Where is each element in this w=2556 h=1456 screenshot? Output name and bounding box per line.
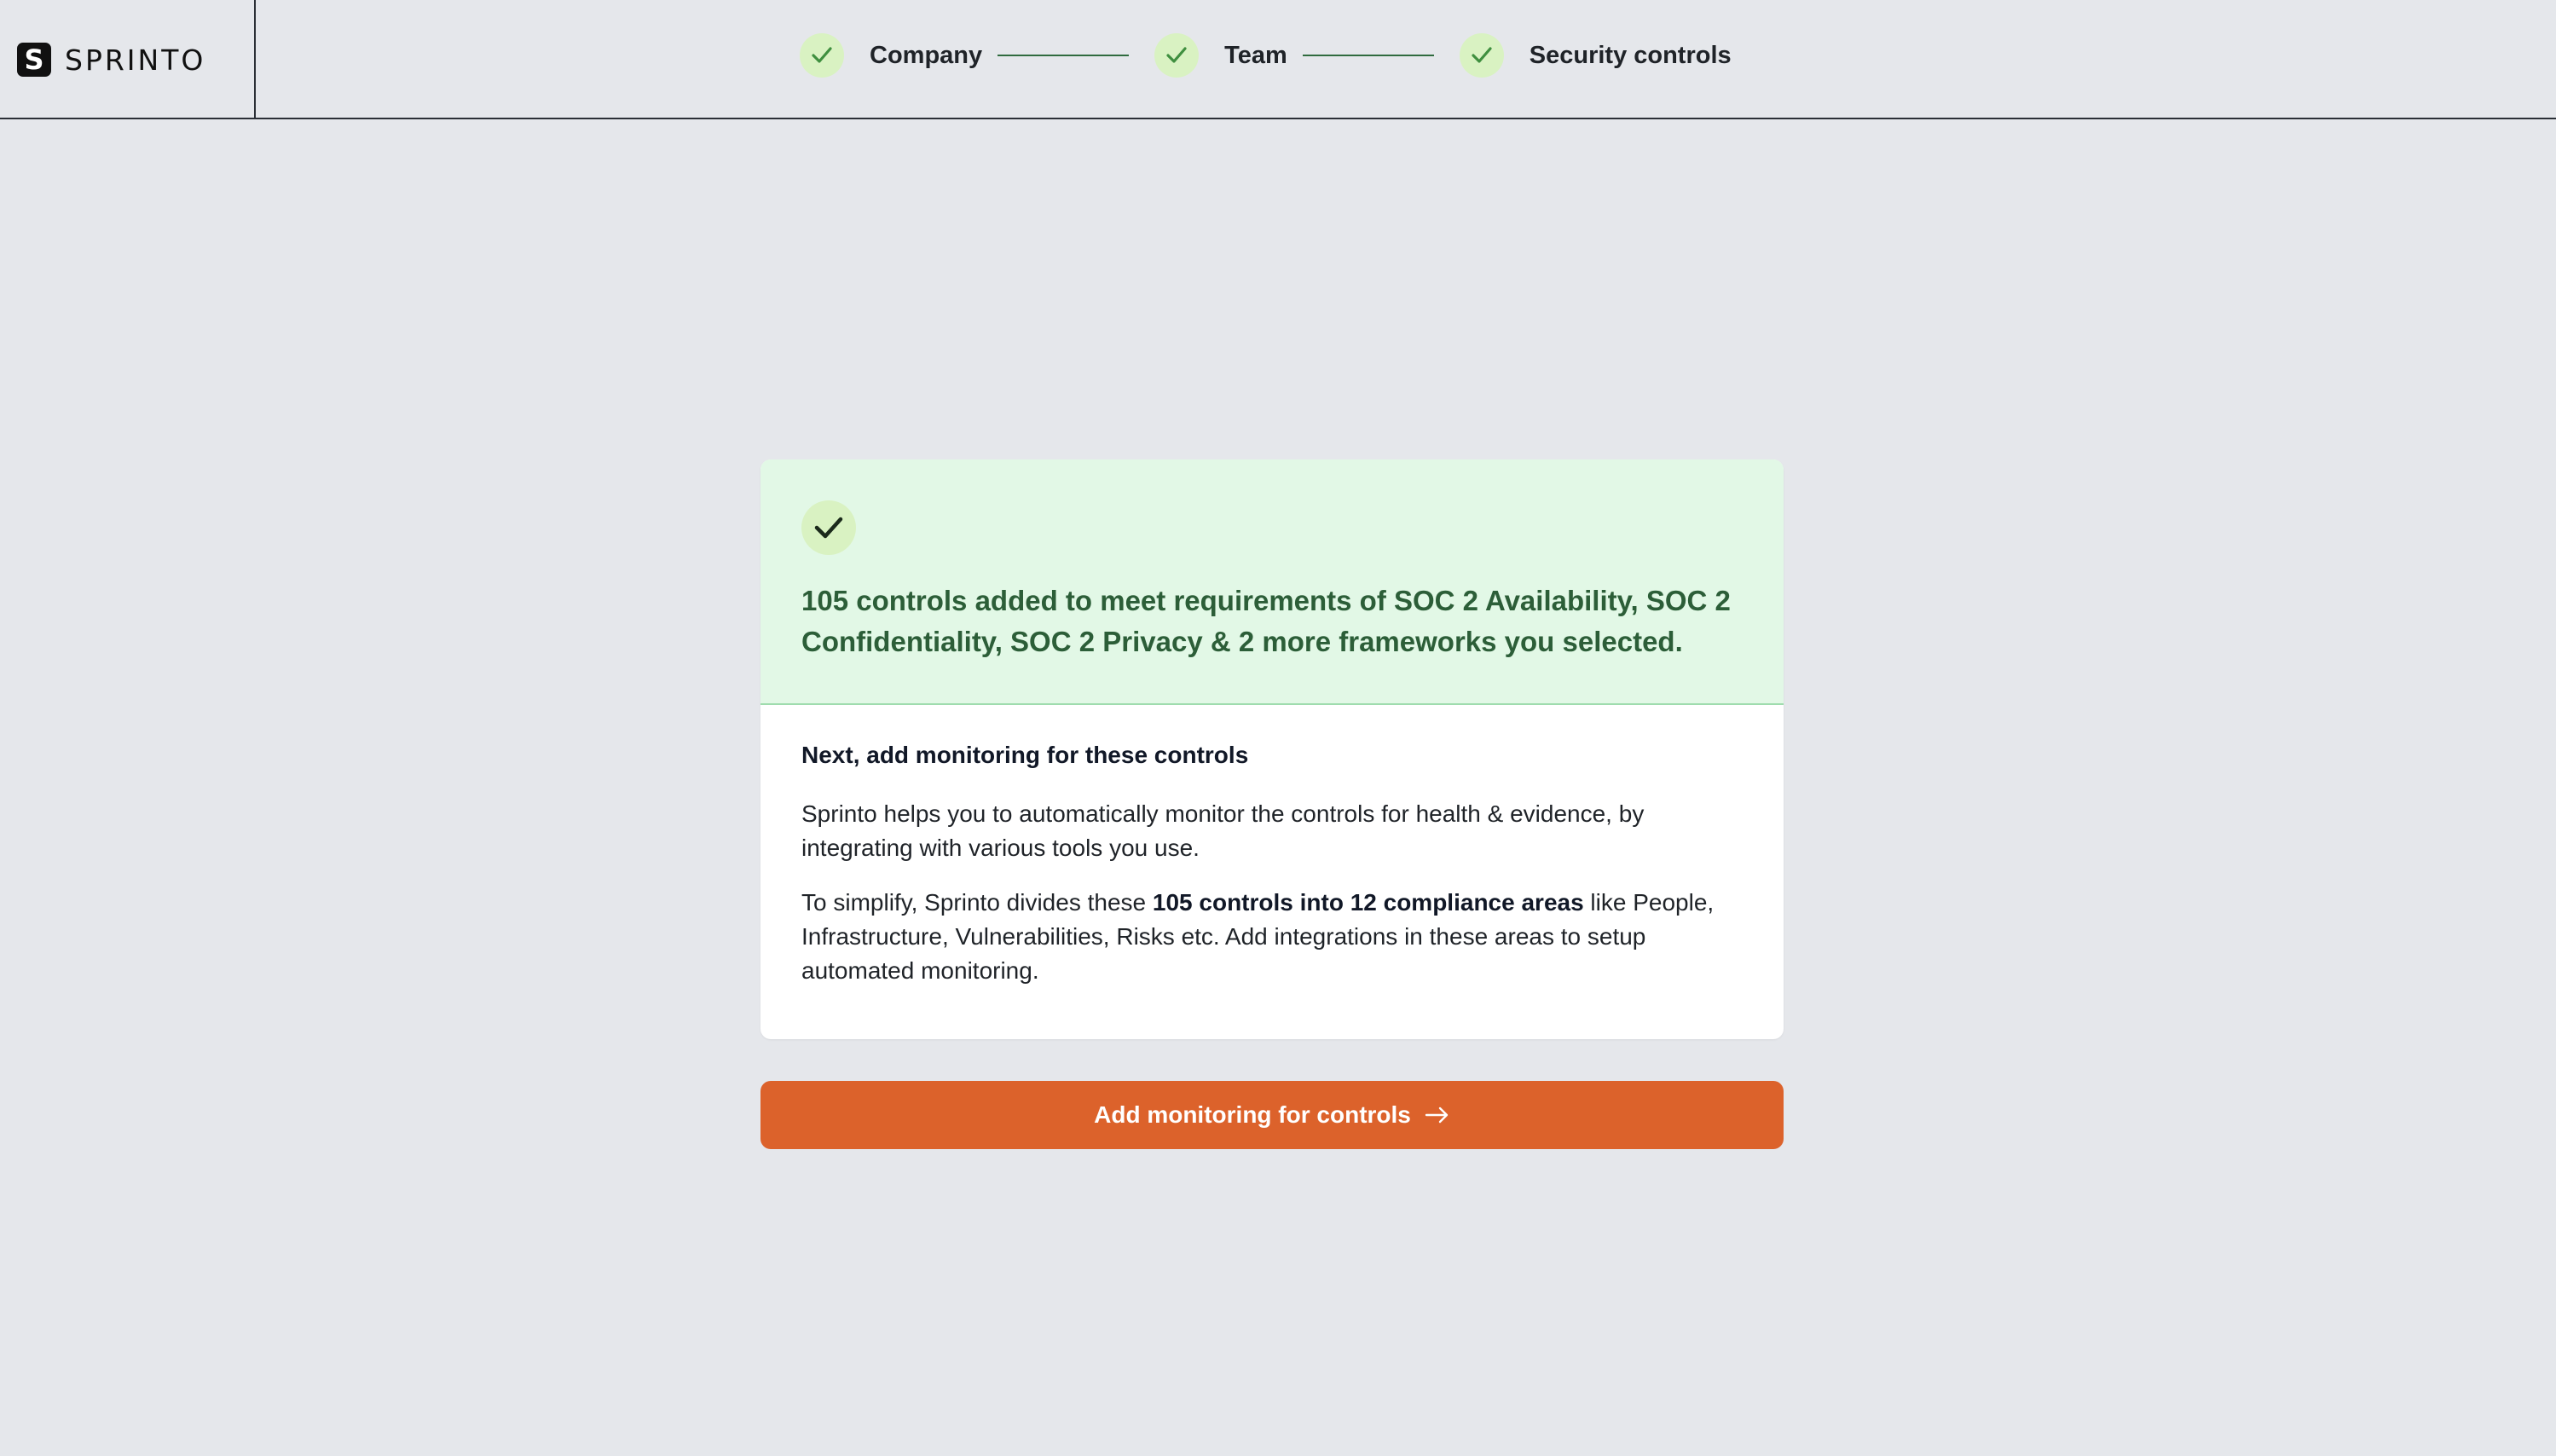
onboarding-stepper	[800, 33, 1732, 78]
check-icon	[800, 33, 844, 78]
controls-summary-card	[760, 459, 1784, 1039]
success-message: 105 controls added to meet requirements of SOC 2 Availability, SOC 2 Confidentiality, SOC 2 Privacy & 2 more frameworks you selected.	[801, 585, 1731, 657]
step-company	[800, 33, 982, 78]
para2-prefix: To simplify, Sprinto divides these	[801, 889, 1153, 916]
card-body	[760, 705, 1784, 988]
step-label-team: Team	[1224, 41, 1287, 69]
compliance-areas-description	[801, 886, 1743, 988]
monitoring-description: Sprinto helps you to automatically monitor the controls for health & evidence, by integrating with various tools you use.	[801, 800, 1645, 861]
para2-highlight: 105 controls into 12 compliance areas	[1152, 889, 1584, 916]
logo-text: SPRINTO	[65, 43, 206, 77]
add-monitoring-button[interactable]	[760, 1081, 1784, 1149]
add-monitoring-button-label: Add monitoring for controls	[1094, 1101, 1411, 1128]
step-team	[1154, 33, 1287, 78]
check-circle-icon	[801, 500, 856, 555]
success-banner	[760, 459, 1784, 705]
step-connector	[1303, 55, 1434, 56]
check-icon	[1154, 33, 1199, 78]
step-label-security-controls: Security controls	[1529, 41, 1732, 69]
arrow-right-icon	[1425, 1106, 1450, 1124]
top-header	[0, 0, 2556, 119]
step-security-controls	[1460, 33, 1732, 78]
check-icon	[1460, 33, 1504, 78]
step-connector	[998, 55, 1129, 56]
step-label-company: Company	[870, 41, 983, 69]
next-steps-title: Next, add monitoring for these controls	[801, 742, 1249, 768]
sprinto-logo-icon: S	[17, 43, 51, 77]
para2-suffix: like People, Infrastructure, Vulnerabilities, Risks etc. Add integrations in these areas to setup automated monitoring.	[801, 889, 1715, 984]
logo[interactable]	[0, 0, 256, 119]
